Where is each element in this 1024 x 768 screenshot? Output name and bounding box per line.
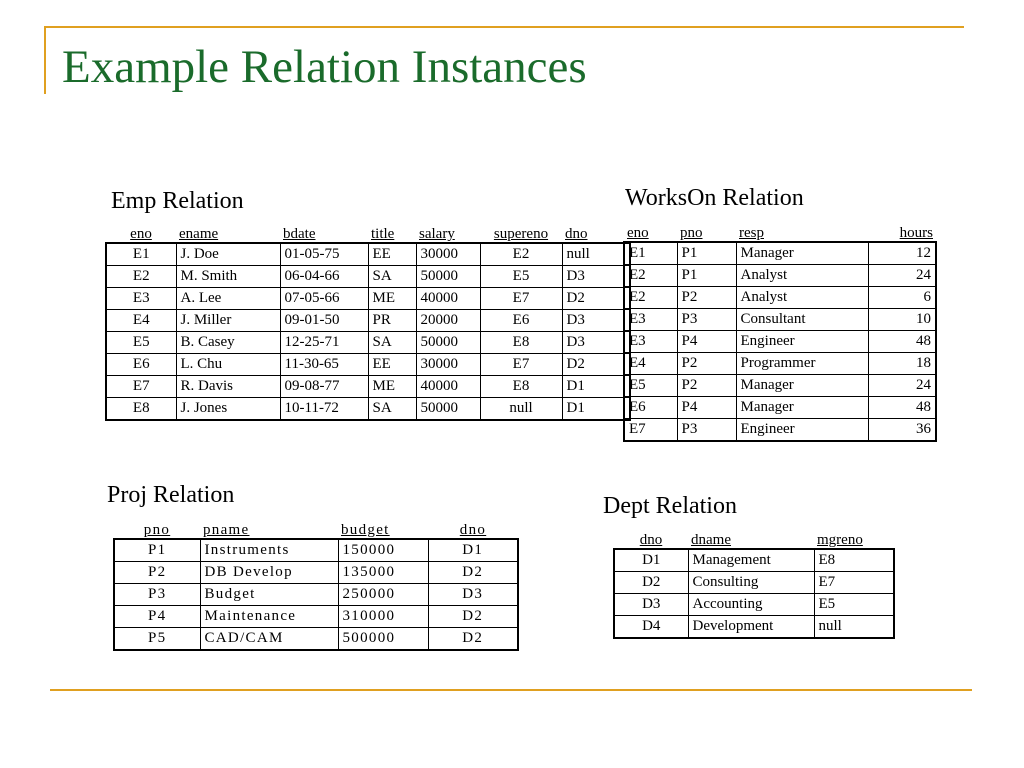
emp-cell-eno: E3: [106, 288, 176, 310]
emp-cell-bdate: 09-08-77: [280, 376, 368, 398]
emp-cell-title: EE: [368, 243, 416, 266]
emp-cell-supereno: E7: [480, 354, 562, 376]
emp-cell-supereno: E2: [480, 243, 562, 266]
workson-cell-eno: E2: [624, 265, 677, 287]
proj-column-header-dno: dno: [459, 522, 487, 538]
left-rule: [44, 26, 46, 94]
proj-table-row: [114, 606, 518, 628]
workson-cell-pno: P3: [677, 309, 736, 331]
workson-header-row: [624, 222, 936, 242]
workson-table-row: [624, 242, 936, 265]
workson-cell-resp: Programmer: [736, 353, 868, 375]
emp-cell-bdate: 11-30-65: [280, 354, 368, 376]
proj-cell-pno: P5: [114, 628, 200, 651]
workson-cell-hours: 48: [868, 397, 936, 419]
emp-column-header-dno: dno: [565, 226, 588, 242]
dept-cell-dno: D1: [614, 549, 688, 572]
dept-cell-dno: D3: [614, 594, 688, 616]
emp-cell-dno: D2: [562, 354, 630, 376]
emp-cell-dno: D3: [562, 266, 630, 288]
dept-cell-dname: Consulting: [688, 572, 814, 594]
emp-table-row: [106, 266, 630, 288]
proj-cell-pname: Maintenance: [200, 606, 338, 628]
emp-cell-dno: D3: [562, 310, 630, 332]
workson-cell-eno: E1: [624, 242, 677, 265]
emp-cell-eno: E1: [106, 243, 176, 266]
emp-table-row: [106, 376, 630, 398]
proj-column-header-budget: budget: [341, 522, 390, 538]
emp-column-header-supereno: supereno: [493, 226, 549, 242]
emp-cell-eno: E4: [106, 310, 176, 332]
emp-header-row: [106, 223, 630, 243]
proj-cell-budget: 500000: [338, 628, 428, 651]
emp-cell-eno: E5: [106, 332, 176, 354]
proj-cell-budget: 150000: [338, 539, 428, 562]
proj-cell-pname: Budget: [200, 584, 338, 606]
workson-cell-hours: 6: [868, 287, 936, 309]
emp-cell-supereno: E8: [480, 332, 562, 354]
emp-cell-bdate: 09-01-50: [280, 310, 368, 332]
emp-cell-bdate: 06-04-66: [280, 266, 368, 288]
proj-cell-budget: 310000: [338, 606, 428, 628]
dept-header-row: [614, 529, 894, 549]
emp-column-header-eno: eno: [130, 226, 152, 242]
emp-cell-ename: A. Lee: [176, 288, 280, 310]
emp-cell-bdate: 01-05-75: [280, 243, 368, 266]
workson-cell-resp: Manager: [736, 242, 868, 265]
workson-cell-hours: 12: [868, 242, 936, 265]
workson-cell-hours: 48: [868, 331, 936, 353]
workson-column-header-resp: resp: [739, 225, 764, 241]
emp-table-row: [106, 332, 630, 354]
emp-cell-title: EE: [368, 354, 416, 376]
emp-cell-title: SA: [368, 332, 416, 354]
workson-cell-resp: Engineer: [736, 419, 868, 442]
emp-cell-dno: D1: [562, 398, 630, 421]
emp-relation-title: Emp Relation: [111, 188, 244, 214]
dept-cell-mgreno: E7: [814, 572, 894, 594]
dept-table-row: [614, 572, 894, 594]
emp-cell-bdate: 12-25-71: [280, 332, 368, 354]
proj-cell-pno: P3: [114, 584, 200, 606]
emp-cell-ename: L. Chu: [176, 354, 280, 376]
proj-cell-budget: 135000: [338, 562, 428, 584]
emp-cell-supereno: E8: [480, 376, 562, 398]
emp-cell-supereno: E7: [480, 288, 562, 310]
dept-table-row: [614, 549, 894, 572]
workson-cell-resp: Analyst: [736, 287, 868, 309]
proj-table-row: [114, 539, 518, 562]
emp-cell-ename: J. Doe: [176, 243, 280, 266]
workson-cell-eno: E3: [624, 331, 677, 353]
workson-table-row: [624, 287, 936, 309]
workson-column-header-hours: hours: [899, 225, 933, 241]
workson-table-row: [624, 331, 936, 353]
emp-table-row: [106, 398, 630, 421]
emp-cell-eno: E6: [106, 354, 176, 376]
dept-table-row: [614, 594, 894, 616]
workson-cell-resp: Analyst: [736, 265, 868, 287]
emp-cell-salary: 50000: [416, 332, 480, 354]
emp-cell-title: SA: [368, 398, 416, 421]
workson-table-row: [624, 419, 936, 442]
proj-column-header-pno: pno: [143, 522, 171, 538]
top-rule: [44, 26, 964, 28]
dept-table-row: [614, 616, 894, 639]
proj-cell-dno: D2: [428, 628, 518, 651]
dept-cell-dname: Development: [688, 616, 814, 639]
workson-cell-resp: Consultant: [736, 309, 868, 331]
emp-cell-eno: E8: [106, 398, 176, 421]
proj-cell-pno: P4: [114, 606, 200, 628]
emp-cell-title: SA: [368, 266, 416, 288]
emp-cell-bdate: 07-05-66: [280, 288, 368, 310]
dept-column-header-dname: dname: [691, 532, 731, 548]
workson-table-row: [624, 309, 936, 331]
workson-cell-hours: 24: [868, 265, 936, 287]
emp-cell-eno: E7: [106, 376, 176, 398]
emp-cell-dno: D2: [562, 288, 630, 310]
proj-cell-pno: P1: [114, 539, 200, 562]
workson-cell-pno: P2: [677, 375, 736, 397]
dept-cell-dno: D2: [614, 572, 688, 594]
slide-title: Example Relation Instances: [62, 41, 587, 93]
emp-table-row: [106, 243, 630, 266]
dept-column-header-mgreno: mgreno: [817, 532, 863, 548]
workson-cell-resp: Engineer: [736, 331, 868, 353]
emp-cell-dno: null: [562, 243, 630, 266]
emp-cell-salary: 50000: [416, 266, 480, 288]
emp-cell-supereno: E6: [480, 310, 562, 332]
proj-cell-pno: P2: [114, 562, 200, 584]
proj-header-row: [114, 519, 518, 539]
workson-cell-pno: P1: [677, 242, 736, 265]
dept-cell-mgreno: null: [814, 616, 894, 639]
dept-table: [613, 529, 895, 639]
emp-cell-ename: B. Casey: [176, 332, 280, 354]
dept-relation-title: Dept Relation: [603, 493, 737, 519]
workson-cell-eno: E2: [624, 287, 677, 309]
proj-table: [113, 519, 519, 651]
workson-cell-resp: Manager: [736, 375, 868, 397]
emp-cell-salary: 40000: [416, 376, 480, 398]
emp-cell-salary: 50000: [416, 398, 480, 421]
proj-cell-pname: CAD/CAM: [200, 628, 338, 651]
emp-table-row: [106, 354, 630, 376]
proj-table-row: [114, 562, 518, 584]
workson-cell-pno: P4: [677, 331, 736, 353]
emp-cell-supereno: E5: [480, 266, 562, 288]
proj-cell-dno: D2: [428, 562, 518, 584]
emp-cell-title: ME: [368, 288, 416, 310]
workson-cell-eno: E7: [624, 419, 677, 442]
workson-cell-eno: E5: [624, 375, 677, 397]
dept-cell-mgreno: E5: [814, 594, 894, 616]
dept-cell-dno: D4: [614, 616, 688, 639]
emp-cell-dno: D3: [562, 332, 630, 354]
dept-cell-dname: Accounting: [688, 594, 814, 616]
proj-cell-dno: D3: [428, 584, 518, 606]
bottom-rule: [50, 689, 972, 691]
workson-cell-pno: P2: [677, 287, 736, 309]
proj-cell-dno: D1: [428, 539, 518, 562]
workson-table-row: [624, 375, 936, 397]
emp-cell-eno: E2: [106, 266, 176, 288]
emp-cell-salary: 30000: [416, 243, 480, 266]
emp-table-row: [106, 310, 630, 332]
workson-cell-resp: Manager: [736, 397, 868, 419]
workson-column-header-pno: pno: [680, 225, 703, 241]
emp-column-header-bdate: bdate: [283, 226, 316, 242]
proj-relation-title: Proj Relation: [107, 482, 235, 508]
proj-cell-dno: D2: [428, 606, 518, 628]
emp-cell-ename: J. Jones: [176, 398, 280, 421]
emp-cell-dno: D1: [562, 376, 630, 398]
proj-cell-pname: Instruments: [200, 539, 338, 562]
emp-table: [105, 223, 631, 421]
dept-column-header-dno: dno: [639, 532, 663, 548]
workson-cell-hours: 36: [868, 419, 936, 442]
workson-cell-eno: E4: [624, 353, 677, 375]
emp-cell-salary: 40000: [416, 288, 480, 310]
proj-column-header-pname: pname: [203, 522, 250, 538]
workson-table-row: [624, 265, 936, 287]
workson-cell-pno: P3: [677, 419, 736, 442]
workson-cell-eno: E3: [624, 309, 677, 331]
workson-table-row: [624, 353, 936, 375]
workson-relation-title: WorksOn Relation: [625, 185, 804, 211]
workson-cell-pno: P2: [677, 353, 736, 375]
proj-cell-budget: 250000: [338, 584, 428, 606]
proj-table-row: [114, 584, 518, 606]
workson-cell-eno: E6: [624, 397, 677, 419]
emp-cell-salary: 20000: [416, 310, 480, 332]
workson-table: [623, 222, 937, 442]
workson-cell-pno: P4: [677, 397, 736, 419]
workson-cell-hours: 10: [868, 309, 936, 331]
workson-table-row: [624, 397, 936, 419]
proj-cell-pname: DB Develop: [200, 562, 338, 584]
emp-cell-salary: 30000: [416, 354, 480, 376]
emp-table-row: [106, 288, 630, 310]
workson-cell-hours: 18: [868, 353, 936, 375]
dept-cell-mgreno: E8: [814, 549, 894, 572]
workson-cell-hours: 24: [868, 375, 936, 397]
emp-column-header-salary: salary: [419, 226, 455, 242]
dept-cell-dname: Management: [688, 549, 814, 572]
proj-table-row: [114, 628, 518, 651]
emp-cell-title: ME: [368, 376, 416, 398]
emp-column-header-ename: ename: [179, 226, 219, 242]
emp-cell-ename: J. Miller: [176, 310, 280, 332]
emp-cell-ename: M. Smith: [176, 266, 280, 288]
emp-cell-ename: R. Davis: [176, 376, 280, 398]
workson-column-header-eno: eno: [627, 225, 649, 241]
emp-column-header-title: title: [371, 226, 395, 242]
emp-cell-supereno: null: [480, 398, 562, 421]
emp-cell-title: PR: [368, 310, 416, 332]
workson-cell-pno: P1: [677, 265, 736, 287]
emp-cell-bdate: 10-11-72: [280, 398, 368, 421]
